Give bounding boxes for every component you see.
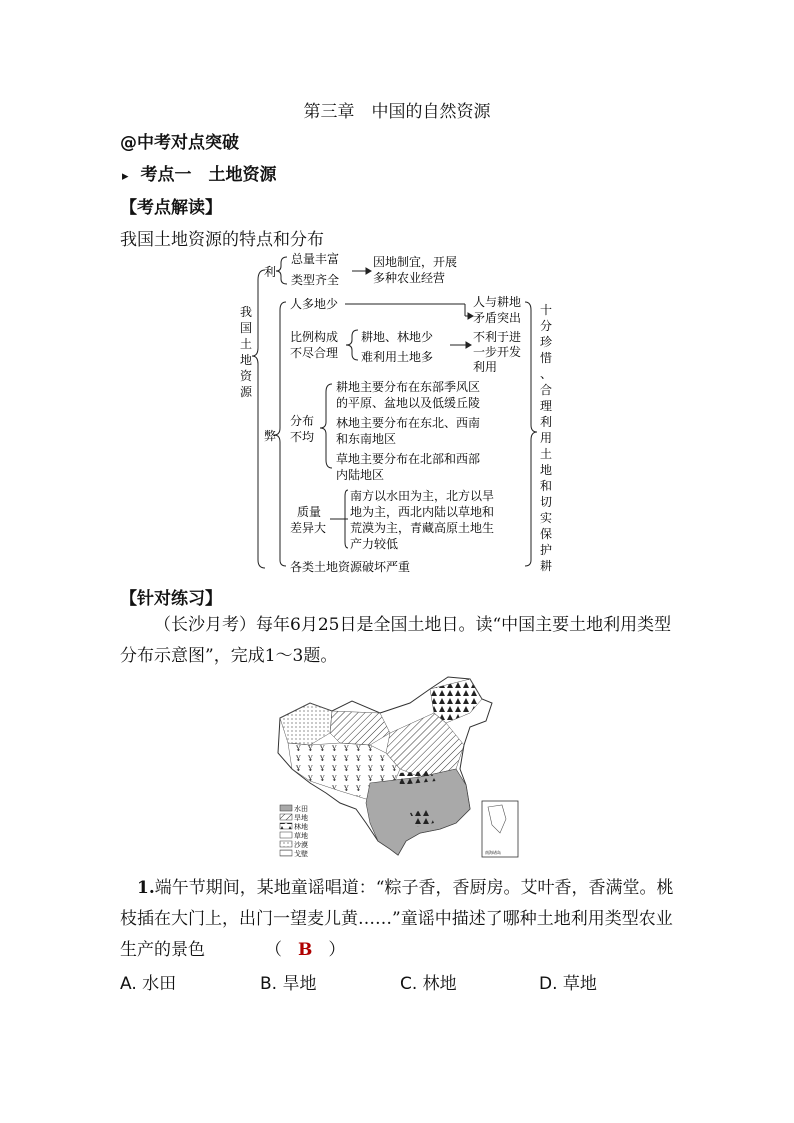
conclusion-char: 理 xyxy=(540,399,553,413)
conclusion-char: 和 xyxy=(540,479,553,493)
land-resource-diagram xyxy=(230,248,570,578)
question-text: 端午节期间，某地童谣唱道：“粽子香，香厨房。艾叶香，香满堂。桃枝插在大门上，出门一望麦儿黄……”童谣中描述了哪种土地利用类型农业生产的景色 xyxy=(120,878,674,960)
root-char: 资 xyxy=(240,369,253,383)
zhiliang-label: 质量 xyxy=(297,505,322,519)
renduo-result: 人与耕地 xyxy=(473,295,522,309)
option-c: C. 林地 xyxy=(400,974,457,994)
option-a: A. 水田 xyxy=(120,974,177,994)
zhiliang-text: 产力较低 xyxy=(350,537,399,551)
conclusion-char: 分 xyxy=(540,319,553,333)
fenbu-item: 草地主要分布在北部和西部 xyxy=(336,452,481,466)
bili-label: 比例构成 xyxy=(290,330,339,344)
answer-value: B xyxy=(298,940,313,960)
fenbu-label: 不均 xyxy=(290,430,315,444)
option-b: B. 旱地 xyxy=(260,974,317,994)
root-char: 土 xyxy=(240,337,253,351)
legend-dryland: 旱地 xyxy=(294,814,308,822)
li-label: 利 xyxy=(264,265,277,279)
legend-paddy: 水田 xyxy=(294,805,308,813)
fenbu-item: 的平原、盆地以及低缓丘陵 xyxy=(336,396,481,410)
li-result: 多种农业经营 xyxy=(373,271,446,285)
conclusion-char: 惜 xyxy=(540,351,553,365)
root-char: 地 xyxy=(240,353,253,367)
zhiliang-label: 差异大 xyxy=(290,521,327,535)
fenbu-item: 耕地主要分布在东部季风区 xyxy=(336,380,481,394)
section-label: @中考对点突破 xyxy=(120,133,239,153)
answer-close: ） xyxy=(328,940,346,960)
zhiliang-text: 地为主，西北内陆以草地和 xyxy=(350,505,495,519)
li-item: 类型齐全 xyxy=(291,273,340,287)
legend-desert: 沙漠 xyxy=(294,841,308,849)
conclusion-char: 利 xyxy=(540,415,553,429)
diagram-conclusion xyxy=(540,302,552,573)
triangle-bullet-icon: ▸ xyxy=(122,169,129,184)
jiedu-header: 【考点解读】 xyxy=(120,198,222,218)
map-legend xyxy=(280,804,308,858)
fenbu-item: 内陆地区 xyxy=(336,468,385,482)
fenbu-item: 林地主要分布在东北、西南 xyxy=(336,416,481,430)
conclusion-char: 合 xyxy=(540,383,553,397)
li-item: 总量丰富 xyxy=(291,252,340,266)
bili-item: 耕地、林地少 xyxy=(361,330,434,344)
conclusion-char: 保 xyxy=(540,527,553,541)
option-d: D. 草地 xyxy=(539,974,597,994)
root-char: 我 xyxy=(240,305,253,319)
kaodian-label: 考点一 土地资源 xyxy=(140,165,277,185)
lianxi-header: 【针对练习】 xyxy=(120,589,222,609)
page-title: 第三章 中国的自然资源 xyxy=(303,102,491,122)
conclusion-char: 十 xyxy=(540,303,553,317)
china-land-use-map xyxy=(270,673,520,868)
legend-forest: 林地 xyxy=(294,823,308,831)
inset-label: 南海诸岛 xyxy=(485,850,501,855)
bili-result: 不利于进 xyxy=(473,330,522,344)
bili-item: 难利用土地多 xyxy=(361,350,434,364)
zhiliang-text: 南方以水田为主，北方以旱 xyxy=(350,489,495,503)
question-1 xyxy=(120,873,680,966)
root-char: 源 xyxy=(240,385,253,399)
conclusion-char: 实 xyxy=(540,511,553,525)
renduo-result: 矛盾突出 xyxy=(473,311,522,325)
conclusion-char: 地 xyxy=(540,463,553,477)
question-number: 1. xyxy=(137,878,155,898)
conclusion-char: 、 xyxy=(540,367,553,381)
fenbu-item: 和东南地区 xyxy=(336,432,397,446)
conclusion-char: 护 xyxy=(540,543,553,557)
south-china-sea-inset xyxy=(482,801,518,857)
intro-paragraph: （长沙月考）每年6月25日是全国土地日。读“中国主要土地利用类型分布示意图”，完成1～3题。 xyxy=(120,615,672,666)
answer-open: （ xyxy=(265,940,282,960)
diagram-root xyxy=(240,304,253,399)
bili-result: 一步开发 xyxy=(473,345,522,359)
jiedu-subtitle: 我国土地资源的特点和分布 xyxy=(120,230,324,250)
bili-label: 不尽合理 xyxy=(290,346,339,360)
conclusion-char: 用 xyxy=(540,431,553,445)
fenbu-label: 分布 xyxy=(290,414,315,428)
conclusion-char: 土 xyxy=(540,447,553,461)
conclusion-char: 切 xyxy=(540,495,553,509)
map-land xyxy=(278,677,492,855)
legend-grassland: 草地 xyxy=(294,832,308,840)
conclusion-char: 珍 xyxy=(540,335,553,349)
conclusion-char: 耕 xyxy=(540,559,553,573)
zhiliang-text: 荒漠为主，青藏高原土地生 xyxy=(350,521,495,535)
pohuai-label: 各类土地资源破坏严重 xyxy=(290,560,411,574)
legend-gobi: 戈壁 xyxy=(294,850,308,858)
li-result: 因地制宜，开展 xyxy=(373,255,458,269)
kaodian-heading xyxy=(122,160,277,185)
bili-result: 利用 xyxy=(473,360,498,374)
renduo-label: 人多地少 xyxy=(290,297,339,311)
root-char: 国 xyxy=(240,321,253,335)
bi-label: 弊 xyxy=(264,429,277,443)
